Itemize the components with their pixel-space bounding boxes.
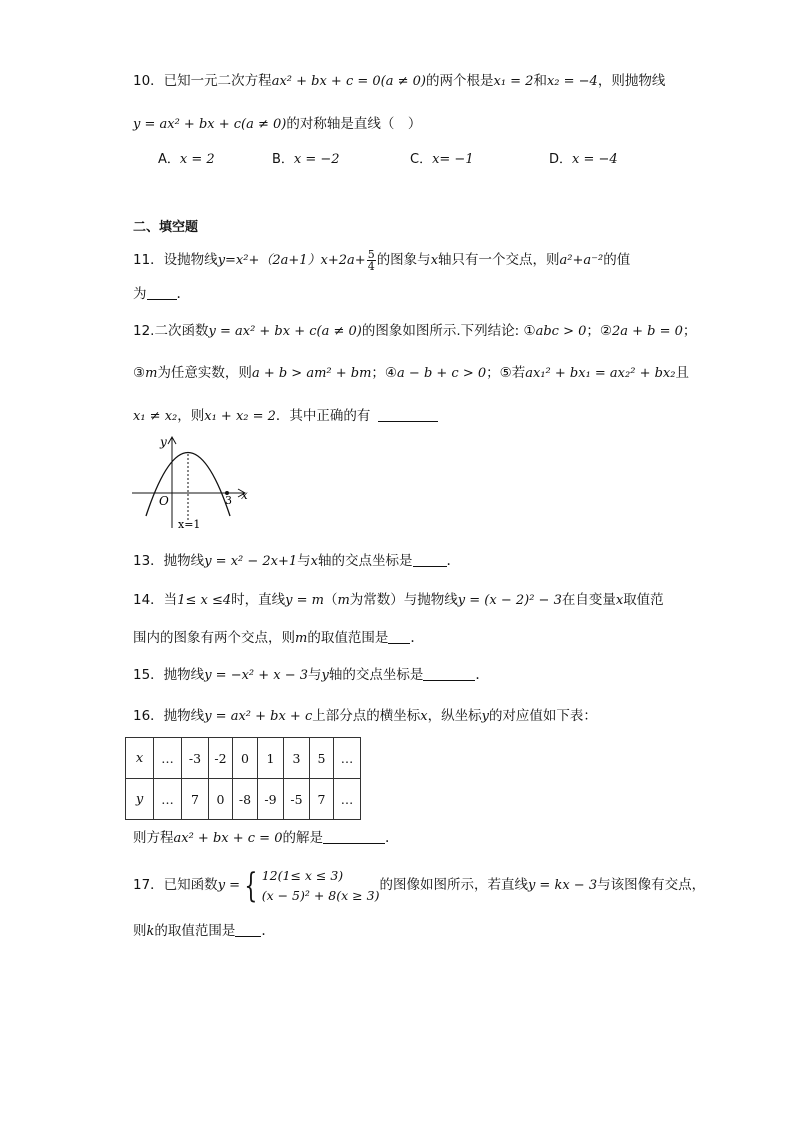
q12-conclusion-5: ax₁² + bx₁ = ax₂² + bx₂: [525, 366, 676, 381]
q10-option-d[interactable]: [549, 151, 618, 169]
table-cell: …: [334, 779, 361, 820]
q17-line-eq: y = kx − 3: [527, 878, 598, 893]
q12-conclusion-2: 2a + b = 0: [611, 324, 683, 339]
q16-y: y: [481, 709, 489, 724]
q13-period: .: [446, 553, 451, 569]
q12-line3: [133, 407, 438, 426]
q14-m2: m: [295, 631, 308, 646]
q14-m: m: [337, 593, 350, 608]
q10-equation: ax² + bx + c = 0(a ≠ 0): [271, 74, 426, 89]
q12-text-k: ．其中正确的有: [275, 408, 371, 424]
q15-y: y: [321, 668, 329, 683]
table-cell: 7: [310, 779, 334, 820]
option-letter: D．: [549, 152, 573, 167]
q12-text-d: ；: [682, 323, 697, 339]
q11-text-b: 的图象与: [376, 252, 431, 268]
q12-m: m: [145, 366, 158, 381]
table-cell: 7: [182, 779, 209, 820]
q10-text-b: 的两个根是: [425, 73, 494, 89]
q14-text-b: 时，直线: [231, 592, 286, 608]
q17-line1: [133, 864, 705, 906]
q15-answer-blank[interactable]: [423, 666, 475, 681]
q11-expression: a²+a⁻²: [559, 253, 604, 268]
q11-line2: [133, 285, 181, 303]
table-cell: y: [126, 779, 154, 820]
table-cell: …: [334, 738, 361, 779]
option-value: x = −4: [572, 152, 618, 167]
option-letter: C．: [410, 152, 433, 167]
q13-text-c: 轴的交点坐标是: [318, 553, 413, 569]
q13-answer-blank[interactable]: [413, 552, 447, 567]
q14-x: x: [615, 593, 624, 608]
q17-y: y =: [217, 878, 241, 893]
q12-condition: x₁ ≠ x₂: [133, 409, 178, 424]
q13-text-a: 13．抛物线: [133, 553, 205, 569]
table-cell: x: [126, 738, 154, 779]
table-cell: 1: [258, 738, 284, 779]
q11-equation: y=x²+（2a+1）x+2a+: [217, 253, 366, 268]
q17-piecewise: [240, 865, 379, 907]
q12-parabola-graph: [128, 432, 258, 532]
q10-line2: [133, 115, 421, 134]
q14-text-e: 在自变量: [561, 592, 616, 608]
q17-text-b: 的图像如图所示，若直线: [379, 877, 528, 893]
q15-text-a: 15．抛物线: [133, 667, 205, 683]
q14-text-c: （: [323, 592, 338, 608]
option-letter: A．: [158, 152, 180, 167]
q10-option-c[interactable]: [410, 151, 474, 169]
q10-text-a: 10．已知一元二次方程: [133, 73, 272, 89]
q10-parabola: y = ax² + bx + c(a ≠ 0): [133, 117, 287, 132]
q14-line1: [133, 591, 664, 610]
table-cell: -5: [284, 779, 310, 820]
table-cell: …: [154, 779, 182, 820]
q14-line-eq: y = m: [285, 593, 324, 608]
q15-period: .: [475, 667, 480, 683]
q14-text-d: 为常数）与抛物线: [349, 592, 458, 608]
x-label: x: [241, 488, 248, 502]
option-value: x = −2: [293, 152, 340, 167]
q14-range: 1≤ x ≤4: [177, 593, 232, 608]
y-label: y: [160, 435, 167, 449]
q17-answer-blank[interactable]: [235, 922, 261, 937]
q15-equation: y = −x² + x − 3: [204, 668, 309, 683]
table-cell: 0: [209, 779, 233, 820]
q17-text-e: 的取值范围是: [154, 923, 236, 939]
q12-text-b: 的图象如图所示.下列结论: ①: [361, 323, 536, 339]
q14-text-h: 的取值范围是: [307, 630, 389, 646]
option-letter: B．: [272, 152, 294, 167]
q10-text-e: 的对称轴是直线（ ）: [286, 116, 422, 132]
q17-text-c: 与该图像有交点，: [597, 877, 706, 893]
q16-line: [133, 707, 597, 726]
q11-text-e: 为: [133, 286, 147, 302]
q14-period: .: [410, 630, 415, 646]
q16-equation2: ax² + bx + c = 0: [173, 831, 283, 846]
q11-line1: [133, 249, 630, 272]
table-row: [126, 779, 361, 820]
q12-text-i: 且: [675, 365, 689, 381]
q12-text-c: ；②: [586, 323, 612, 339]
fraction-denominator: 4: [367, 260, 375, 273]
q16-text-e: 则方程: [133, 830, 174, 846]
q17-k: k: [146, 924, 155, 939]
q16-text-b: 上部分点的横坐标: [312, 708, 421, 724]
q17-period: .: [261, 923, 266, 939]
q11-text-d: 的值: [603, 252, 631, 268]
q11-fraction: [367, 249, 376, 272]
q11-text-c: 轴只有一个交点，则: [438, 252, 560, 268]
q13-x: x: [310, 554, 318, 569]
q10-root1: x₁ = 2: [493, 74, 534, 89]
q14-answer-blank[interactable]: [388, 629, 410, 644]
q16-value-table: [125, 737, 361, 820]
table-cell: -3: [182, 738, 209, 779]
q16-equation: y = ax² + bx + c: [204, 709, 313, 724]
q11-period: .: [176, 286, 181, 302]
table-row: [126, 738, 361, 779]
q12-text-f: 为任意实数，则: [157, 365, 252, 381]
table-cell: 5: [310, 738, 334, 779]
q12-text-a: 12.二次函数: [133, 323, 209, 339]
q17-line2: [133, 922, 266, 941]
q12-conclusion-1: abc > 0: [535, 324, 587, 339]
q13-line: [133, 552, 451, 571]
q15-line: [133, 666, 480, 685]
q11-text-a: 11．设抛物线: [133, 252, 218, 268]
q10-option-b[interactable]: [272, 151, 340, 169]
origin-label: O: [159, 494, 169, 508]
q12-conclusion-4: a − b + c > 0: [397, 366, 487, 381]
q16-x: x: [420, 709, 428, 724]
brace-glyph: {: [244, 866, 258, 906]
q12-answer-blank[interactable]: [378, 407, 438, 422]
q12-text-h: ；⑤若: [486, 365, 526, 381]
q10-text-d: ，则抛物线: [597, 73, 666, 89]
q14-text-f: 取值范: [623, 592, 664, 608]
q17-case-1: 12(1≤ x ≤ 3): [261, 868, 344, 883]
option-value: x = 2: [179, 152, 215, 167]
table-cell: 0: [233, 738, 258, 779]
q16-after-line: [133, 829, 389, 848]
q15-text-c: 轴的交点坐标是: [328, 667, 424, 683]
q17-text-a: 17．已知函数: [133, 877, 218, 893]
q11-x: x: [430, 253, 439, 268]
table-cell: -9: [258, 779, 284, 820]
q13-text-b: 与: [297, 553, 311, 569]
q16-text-a: 16．抛物线: [133, 708, 205, 724]
q12-sum: x₁ + x₂ = 2: [204, 409, 276, 424]
q12-equation: y = ax² + bx + c(a ≠ 0): [208, 324, 362, 339]
root-label: 3: [225, 494, 232, 507]
q14-line2: [133, 629, 415, 648]
table-cell: -8: [233, 779, 258, 820]
table-cell: 3: [284, 738, 310, 779]
q11-answer-blank[interactable]: [147, 285, 177, 300]
section-heading: 二、填空题: [133, 220, 199, 235]
q12-conclusion-3: a + b > am² + bm: [251, 366, 372, 381]
q16-period: .: [384, 830, 390, 846]
q12-line2: [133, 364, 689, 383]
q14-text-g: 围内的图象有两个交点，则: [133, 630, 295, 646]
q10-text-c: 和: [533, 73, 547, 89]
q17-cases: [262, 866, 380, 906]
q12-text-j: ，则: [177, 408, 205, 424]
q16-answer-blank[interactable]: [323, 829, 385, 844]
q13-equation: y = x² − 2x+1: [204, 554, 298, 569]
table-cell: -2: [209, 738, 233, 779]
symmetry-label: x=1: [178, 518, 201, 531]
q14-text-a: 14．当: [133, 592, 178, 608]
option-value: x= −1: [432, 152, 474, 167]
q16-text-d: 的对应值如下表：: [488, 708, 597, 724]
q12-text-g: ；④: [371, 365, 398, 381]
q15-text-b: 与: [308, 667, 322, 683]
q10-root2: x₂ = −4: [546, 74, 598, 89]
q17-text-d: 则: [133, 923, 147, 939]
q12-text-e: ③: [133, 365, 146, 381]
fraction-numerator: 5: [367, 248, 375, 261]
table-cell: …: [154, 738, 182, 779]
q10-line1: [133, 72, 665, 91]
q14-parabola: y = (x − 2)² − 3: [457, 593, 562, 608]
q12-line1: [133, 322, 696, 341]
q16-text-c: ，纵坐标: [427, 708, 482, 724]
q10-option-a[interactable]: [158, 151, 215, 169]
q16-text-f: 的解是: [282, 830, 323, 846]
q17-case-2: (x − 5)² + 8(x ≥ 3): [261, 888, 380, 903]
